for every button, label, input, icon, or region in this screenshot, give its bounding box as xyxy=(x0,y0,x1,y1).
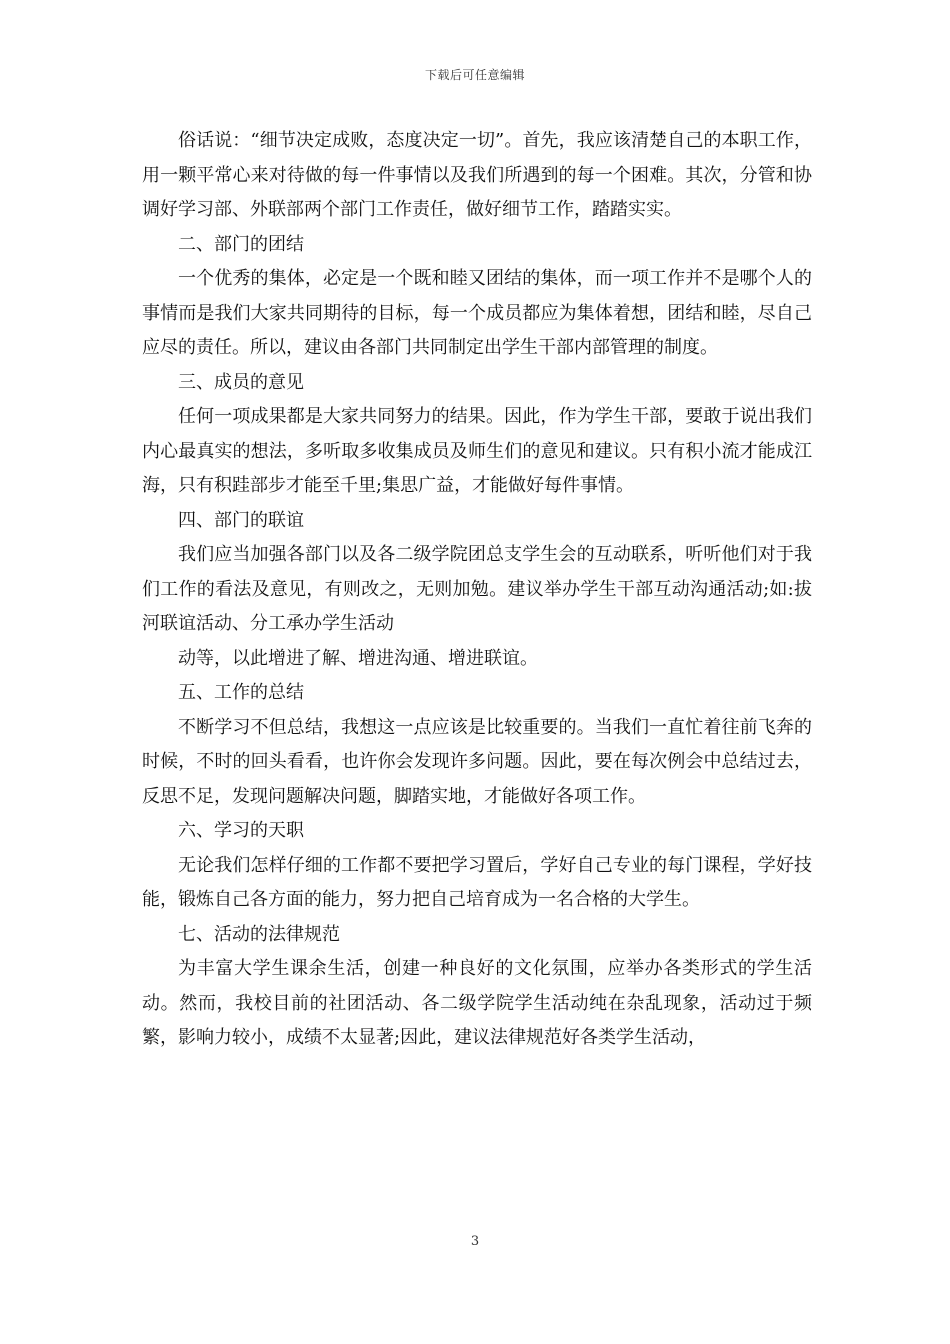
document-body xyxy=(142,124,812,1056)
section-heading-2: 二、部门的团结 xyxy=(178,233,304,255)
section-heading-4: 四、部门的联谊 xyxy=(178,509,304,531)
section-heading-3: 三、成员的意见 xyxy=(178,371,304,393)
paragraph-6: 无论我们怎样仔细的工作都不要把学习置后，学好自己专业的每门课程，学好技能，锻炼自己各方面的能力，努力把自己培育成为一名合格的大学生。 xyxy=(142,854,812,910)
paragraph-5: 不断学习不但总结，我想这一点应该是比较重要的。当我们一直忙着往前飞奔的时候，不时的回头看看，也许你会发现许多问题。因此，要在每次例会中总结过去，反思不足，发现问题解决问题，脚踏实地，才能做好各项工作。 xyxy=(142,716,812,807)
paragraph-1: 俗话说：“细节决定成败，态度决定一切”。首先，我应该清楚自己的本职工作，用一颗平常心来对待做的每一件事情以及我们所遇到的每一个困难。其次，分管和协调好学习部、外联部两个部门工作责任，做好细节工作，踏踏实实。 xyxy=(142,130,812,220)
paragraph-7: 为丰富大学生课余生活，创建一种良好的文化氛围，应举办各类形式的学生活动。然而，我校目前的社团活动、各二级学院学生活动纯在杂乱现象，活动过于频繁，影响力较小，成绩不太显著;因此，建议法律规范好各类学生活动， xyxy=(142,958,812,1048)
section-heading-5: 五、工作的总结 xyxy=(178,682,304,703)
paragraph-4: 我们应当加强各部门以及各二级学院团总支学生会的互动联系，听听他们对于我们工作的看法及意见，有则改之，无则加勉。建议举办学生干部互动沟通活动;如:拔河联谊活动、分工承办学生活动 xyxy=(142,544,813,634)
page-number: 3 xyxy=(470,1234,480,1249)
section-heading-6: 六、学习的天职 xyxy=(178,820,304,841)
section-heading-7: 七、活动的法律规范 xyxy=(178,923,340,945)
paragraph-4-continued: 动等，以此增进了解、增进沟通、增进联谊。 xyxy=(178,647,538,669)
paragraph-2: 一个优秀的集体，必定是一个既和睦又团结的集体，而一项工作并不是哪个人的事情而是我们大家共同期待的目标，每一个成员都应为集体着想，团结和睦，尽自己应尽的责任。所以，建议由各部门共同制定出学生干部内部管理的制度。 xyxy=(142,268,812,358)
page-header-note: 下载后可任意编辑 xyxy=(424,68,525,82)
paragraph-3: 任何一项成果都是大家共同努力的结果。因此，作为学生干部，要敢于说出我们内心最真实的想法，多听取多收集成员及师生们的意见和建议。只有积小流才能成江海，只有积跬部步才能至千里;集思广益，才能做好每件事情。 xyxy=(142,406,812,496)
